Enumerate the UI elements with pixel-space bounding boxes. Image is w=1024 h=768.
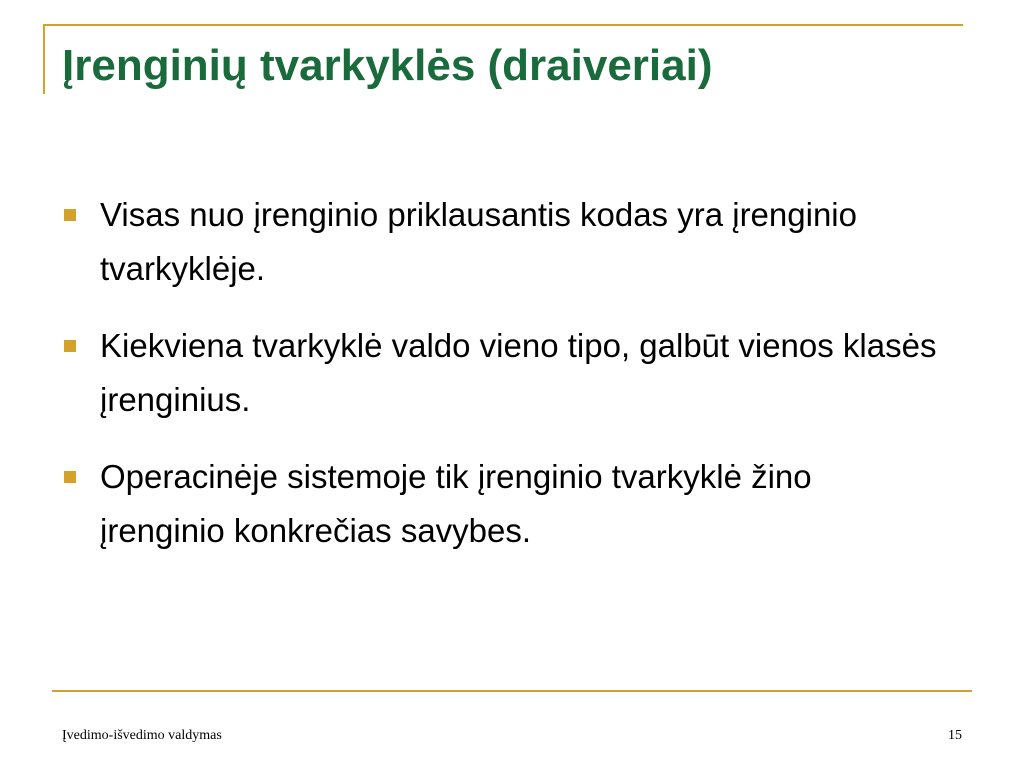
square-bullet-icon bbox=[64, 471, 76, 483]
bullet-text: Operacinėje sistemoje tik įrenginio tvarkyklė žino įrenginio konkrečias savybes. bbox=[100, 458, 812, 549]
bullet-text: Visas nuo įrenginio priklausantis kodas yra įrenginio tvarkyklėje. bbox=[100, 196, 857, 287]
bullet-text: Kiekviena tvarkyklė valdo vieno tipo, galbūt vienos klasės įrenginius. bbox=[100, 327, 937, 418]
square-bullet-icon bbox=[64, 340, 76, 352]
bullet-item bbox=[62, 319, 942, 427]
footer-caption: Įvedimo-išvedimo valdymas bbox=[62, 728, 222, 743]
bullet-item bbox=[62, 450, 942, 558]
title-frame-left-rule bbox=[43, 24, 45, 94]
square-bullet-icon bbox=[64, 209, 76, 221]
slide-title: Įrenginių tvarkyklės (draiveriai) bbox=[62, 41, 713, 90]
bullet-list bbox=[62, 188, 942, 581]
bullet-item bbox=[62, 188, 942, 296]
page-number: 15 bbox=[948, 728, 962, 743]
footer-rule bbox=[52, 690, 972, 692]
title-frame-top-rule bbox=[43, 24, 963, 26]
